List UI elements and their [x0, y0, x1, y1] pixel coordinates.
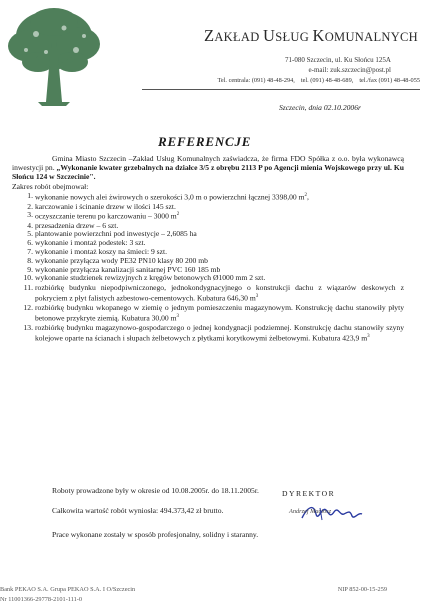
- company-phones: [142, 77, 420, 84]
- scope-item-number: 10.: [23, 273, 33, 283]
- scope-item-number: 6.: [27, 238, 33, 248]
- document-date: Szczecin, dnia 02.10.2006r: [278, 103, 361, 112]
- scope-item-tail: ,: [307, 192, 309, 202]
- phone-central: Tel. centrala: (091) 48-48-294,: [217, 77, 295, 84]
- scope-item-text: rozbiórkę budynku wkopanego w ziemię o jednym pomieszczeniu magazynowym. Konstrukcję dachu stanowiły płyty betonowe przykryte ziemią. Kubatura 30,00 m: [35, 303, 404, 323]
- scope-item-text: oczyszczanie terenu po karczowaniu – 3000 m: [35, 211, 177, 221]
- phone-fax: tel./fax (091) 48-48-055: [359, 77, 420, 84]
- scope-item-text: rozbiórkę budynku niepodpiwniczonego, jednokondygnacyjnego o konstrukcji dachu z wiązarów deskowych z pokryciem z płyt falistych azbestowo-cementowych. Kubatura 646,30 m: [35, 283, 404, 303]
- scope-item-number: 13.: [23, 323, 33, 333]
- scope-item-text: karczowanie i ścinanie drzew w ilości 145 szt.: [35, 201, 176, 211]
- scope-item-number: 12.: [23, 303, 33, 313]
- scope-item: [12, 274, 404, 283]
- footer-bank: Bank PEKAO S.A. Grupa PEKAO S.A. I O/Szczecin: [0, 586, 136, 593]
- scope-item-text: wykonanie przyłącza kanalizacji sanitarnej PVC 160 185 mb: [35, 264, 221, 274]
- scope-item-number: 1.: [27, 191, 33, 201]
- scope-item-unit-exponent: 2: [304, 193, 308, 199]
- scope-item-unit-exponent: 3: [367, 334, 370, 340]
- scope-item-text: wykonanie nowych alei żwirowych o szerokości 3,0 m o powierzchni łącznej 3398,00 m: [35, 192, 305, 202]
- investment-name: „Wykonanie kwater grzebalnych na działce 3/5 z obrębu 2113 P po Agencji mienia Wojskowego przy ul. Ku Słońcu 124 w Szczecinie".: [12, 162, 404, 181]
- scope-item-number: 7.: [27, 247, 33, 257]
- footer-account: Nr 11001366-29778-2101-111-0: [0, 596, 83, 603]
- header-divider: [142, 89, 420, 90]
- total-value: Całkowita wartość robót wyniosła: 494.373,42 zł brutto.: [52, 506, 224, 515]
- scope-item-unit-exponent: 3: [176, 314, 179, 320]
- document-body: [12, 155, 404, 344]
- scope-item-number: 5.: [27, 229, 33, 239]
- scope-item-text: przesadzenia drzew – 6 szt.: [35, 220, 119, 230]
- quality-statement: Prace wykonane zostały w sposób profesjonalny, solidny i staranny.: [52, 530, 259, 539]
- scope-item: [12, 304, 404, 323]
- scope-heading: Zakres robót obejmował:: [12, 182, 89, 192]
- signature-title: DYREKTOR: [282, 489, 336, 498]
- phone-secondary: tel. (091) 48-48-689,: [300, 77, 354, 84]
- scope-item-text: wykonanie i montaż podestek: 3 szt.: [35, 238, 146, 248]
- scope-item-number: 3.: [27, 210, 33, 220]
- scope-item-number: 2.: [27, 201, 33, 211]
- scope-item-unit-exponent: 3: [255, 294, 259, 300]
- scope-item-number: 11.: [23, 283, 33, 293]
- scope-item-text: wykonanie studzienek rewizyjnych z kręgów betonowych Ø1000 mm 2 szt.: [35, 273, 266, 283]
- company-address: [285, 56, 391, 75]
- address-email: e-mail: zuk.szczecin@post.pl: [308, 65, 391, 74]
- signature-name: Andrzej Maciosz: [289, 508, 332, 515]
- tree-logo-icon: [6, 6, 102, 110]
- scope-item-text: wykonanie i montaż koszy na śmieci: 9 szt.: [35, 247, 168, 257]
- document-title: REFERENCJE: [158, 134, 252, 149]
- scope-item: [12, 203, 404, 212]
- works-period: Roboty prowadzone były w okresie od 10.08.2005r. do 18.11.2005r.: [52, 486, 259, 495]
- scope-list: [12, 192, 404, 343]
- scope-item: [12, 284, 404, 303]
- scope-item-text: rozbiórkę budynku magazynowo-gospodarczego o jednej kondygnacji podziemnej. Konstrukcję dachu stanowiły szyny kolejowe oparte na ścianach i słupach żelbetowych z płytkami korytkowymi żelbetowymi. Kubatura 423,9 m: [35, 323, 404, 343]
- scope-item: [12, 324, 404, 343]
- company-name: ZAKŁAD USŁUG KOMUNALNYCH: [203, 26, 418, 45]
- scope-item-number: 8.: [27, 255, 33, 265]
- footer-nip: NIP 852-00-15-259: [337, 586, 387, 593]
- scope-item-text: wykonanie przyłącza wody PE32 PN10 klasy 80 200 mb: [35, 255, 208, 265]
- intro-paragraph: Gmina Miasto Szczecin –Zakład Usług Komunalnych zaświadcza, że firma FDO Spółka z o.o. była wykonawcą inwestycji pn. „Wykonanie kwater grzebalnych na działce 3/5 z obrębu 2113 P po Agencji mienia Wojskowego przy ul. Ku Słońcu 124 w Szczecinie".: [12, 154, 404, 181]
- scope-item-text: plantowanie powierzchni pod inwestycje – 2,6085 ha: [35, 229, 197, 239]
- scope-item-number: 4.: [27, 220, 33, 230]
- scope-item-number: 9.: [27, 264, 33, 274]
- address-street: 71-080 Szczecin, ul. Ku Słońcu 125A: [285, 56, 391, 64]
- scope-item-unit-exponent: 2: [176, 212, 180, 218]
